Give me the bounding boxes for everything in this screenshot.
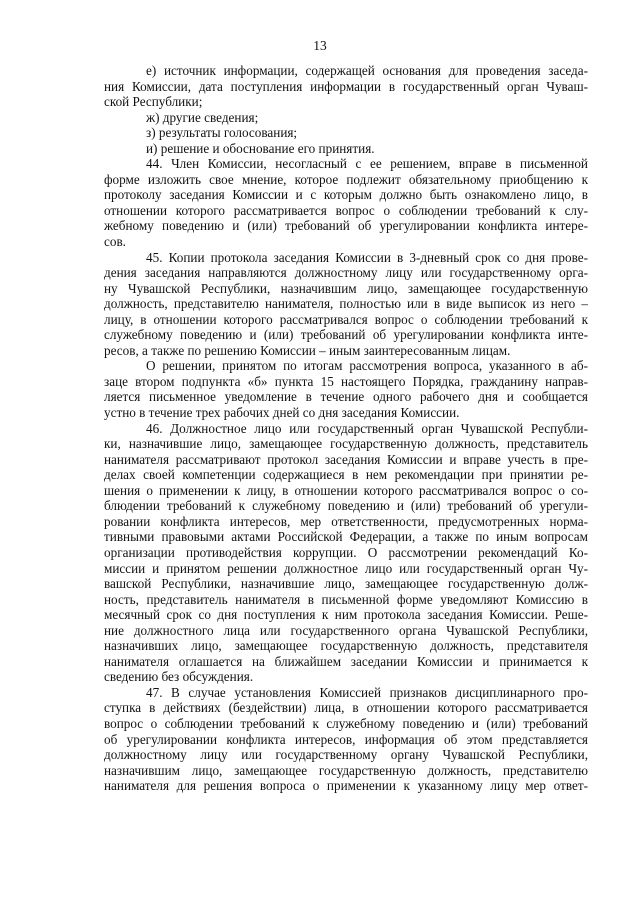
text-line: 45. Копии протокола заседания Комиссии в 3-дневный срок со дня прове- [146,249,588,265]
page-number: 13 [313,38,327,53]
paragraph-item-zh [104,110,588,126]
text-line: протоколу заседания Комиссии и с которым должно быть ознакомлено лицо, в [104,187,588,203]
text-line: делах своей компетенции содержащиеся в нем рекомендации при принятии ре- [104,467,588,483]
text-line: тивными правовыми актами Российской Федерации, а также по иным вопросам [104,529,588,545]
text-line: з) результаты голосования; [146,125,298,141]
paragraph-item-z [104,125,588,141]
paragraph-clause-44 [104,156,588,249]
text-line: и) решение и обоснование его принятия. [146,140,375,156]
text-line: ния Комиссии, дата поступления информации в государственный орган Чуваш- [104,78,588,94]
text-line: назначившим лицо, замещающее государственную должность, представителю [104,762,588,778]
text-line: миссии и принятом решении должностное лицо или государственный орган Чу- [104,560,588,576]
text-line: ность, представитель нанимателя в письменной форме уведомляют Комиссию в [104,591,588,607]
text-line: назначивших лицо, замещающее государственную должность, представителя [104,638,588,654]
text-line: заце втором подпункта «б» пункта 15 настоящего Порядка, гражданину направ- [104,373,588,389]
text-line: ки, назначившие лицо, замещающее государственную должность, представитель [104,436,588,452]
text-line: вопрос о соблюдении требований к служебному поведению и (или) требований [104,715,588,731]
text-line: дения заседания направляются должностному лицу или государственному орга- [104,265,588,281]
text-line: лицу, в отношении которого рассматривался вопрос о соблюдении требований к [104,311,588,327]
text-line: ж) другие сведения; [146,109,259,125]
text-line: вашской Республики, назначившие лицо, замещающее государственную долж- [104,576,588,592]
text-line: 44. Член Комиссии, несогласный с ее решением, вправе в письменной [146,156,588,172]
text-line: отношении которого рассматривается вопрос о соблюдении требований к слу- [104,202,588,218]
text-line: нанимателя рассматривают протокол заседания Комиссии и вправе учесть в пре- [104,451,588,467]
text-line: должностному лицу или государственному органу Чувашской Республики, [104,747,588,763]
text-line: О решении, принятом по итогам рассмотрения вопроса, указанного в аб- [146,358,588,374]
text-line: е) источник информации, содержащей основания для проведения заседа- [146,63,588,78]
text-line: ну Чувашской Республики, назначившим лицо, замещающее государственную [104,280,588,296]
text-line: ляется письменное уведомление в течение одного рабочего дня и сообщается [104,389,588,405]
text-line: жебному поведению и (или) требований об урегулировании конфликта интере- [104,218,588,234]
text-line: нанимателя оглашается на ближайшем заседании Комиссии и принимается к [104,653,588,669]
document-body [104,63,588,794]
text-line: нанимателя для решения вопроса о применении к указанному лицу мер ответ- [104,778,588,794]
paragraph-clause-45 [104,250,588,359]
paragraph-clause-47 [104,685,588,794]
text-line: служебному поведению и (или) требований об урегулировании конфликта инте- [104,327,588,343]
text-line: месячный срок со дня поступления к ним протокола заседания Комиссии. Реше- [104,607,588,623]
text-line: сведению без обсуждения. [104,669,254,685]
text-line: 47. В случае установления Комиссией признаков дисциплинарного про- [146,684,588,700]
text-line: сов. [104,234,126,250]
text-line: форме изложить свое мнение, которое подлежит обязательному приобщению к [104,171,588,187]
text-line: об урегулировании конфликта интересов, информация об этом представляется [104,731,588,747]
text-line: должность, представителю нанимателя, полностью или в виде выписок из него – [104,296,588,312]
paragraph-item-e [104,63,588,110]
paragraph-item-i [104,141,588,157]
text-line: шения о применении к лицу, в отношении которого рассматривался вопрос о со- [104,482,588,498]
text-line: 46. Должностное лицо или государственный орган Чувашской Республи- [146,420,588,436]
paragraph-clause-45-note [104,358,588,420]
text-line: ступка в действиях (бездействии) лица, в отношении которого рассматривается [104,700,588,716]
text-line: ние должностного лица или государственного органа Чувашской Республики, [104,622,588,638]
text-line: ресов, а также по решению Комиссии – иным заинтересованным лицам. [104,342,511,358]
text-line: ской Республики; [104,94,203,110]
text-line: организации противодействия коррупции. О рассмотрении рекомендаций Ко- [104,544,588,560]
text-line: блюдении требований к служебному поведению и (или) требований об урегули- [104,498,588,514]
text-line: ровании конфликта интересов, мер ответственности, предусмотренных норма- [104,513,588,529]
paragraph-clause-46 [104,421,588,685]
text-line: устно в течение трех рабочих дней со дня заседания Комиссии. [104,405,460,421]
